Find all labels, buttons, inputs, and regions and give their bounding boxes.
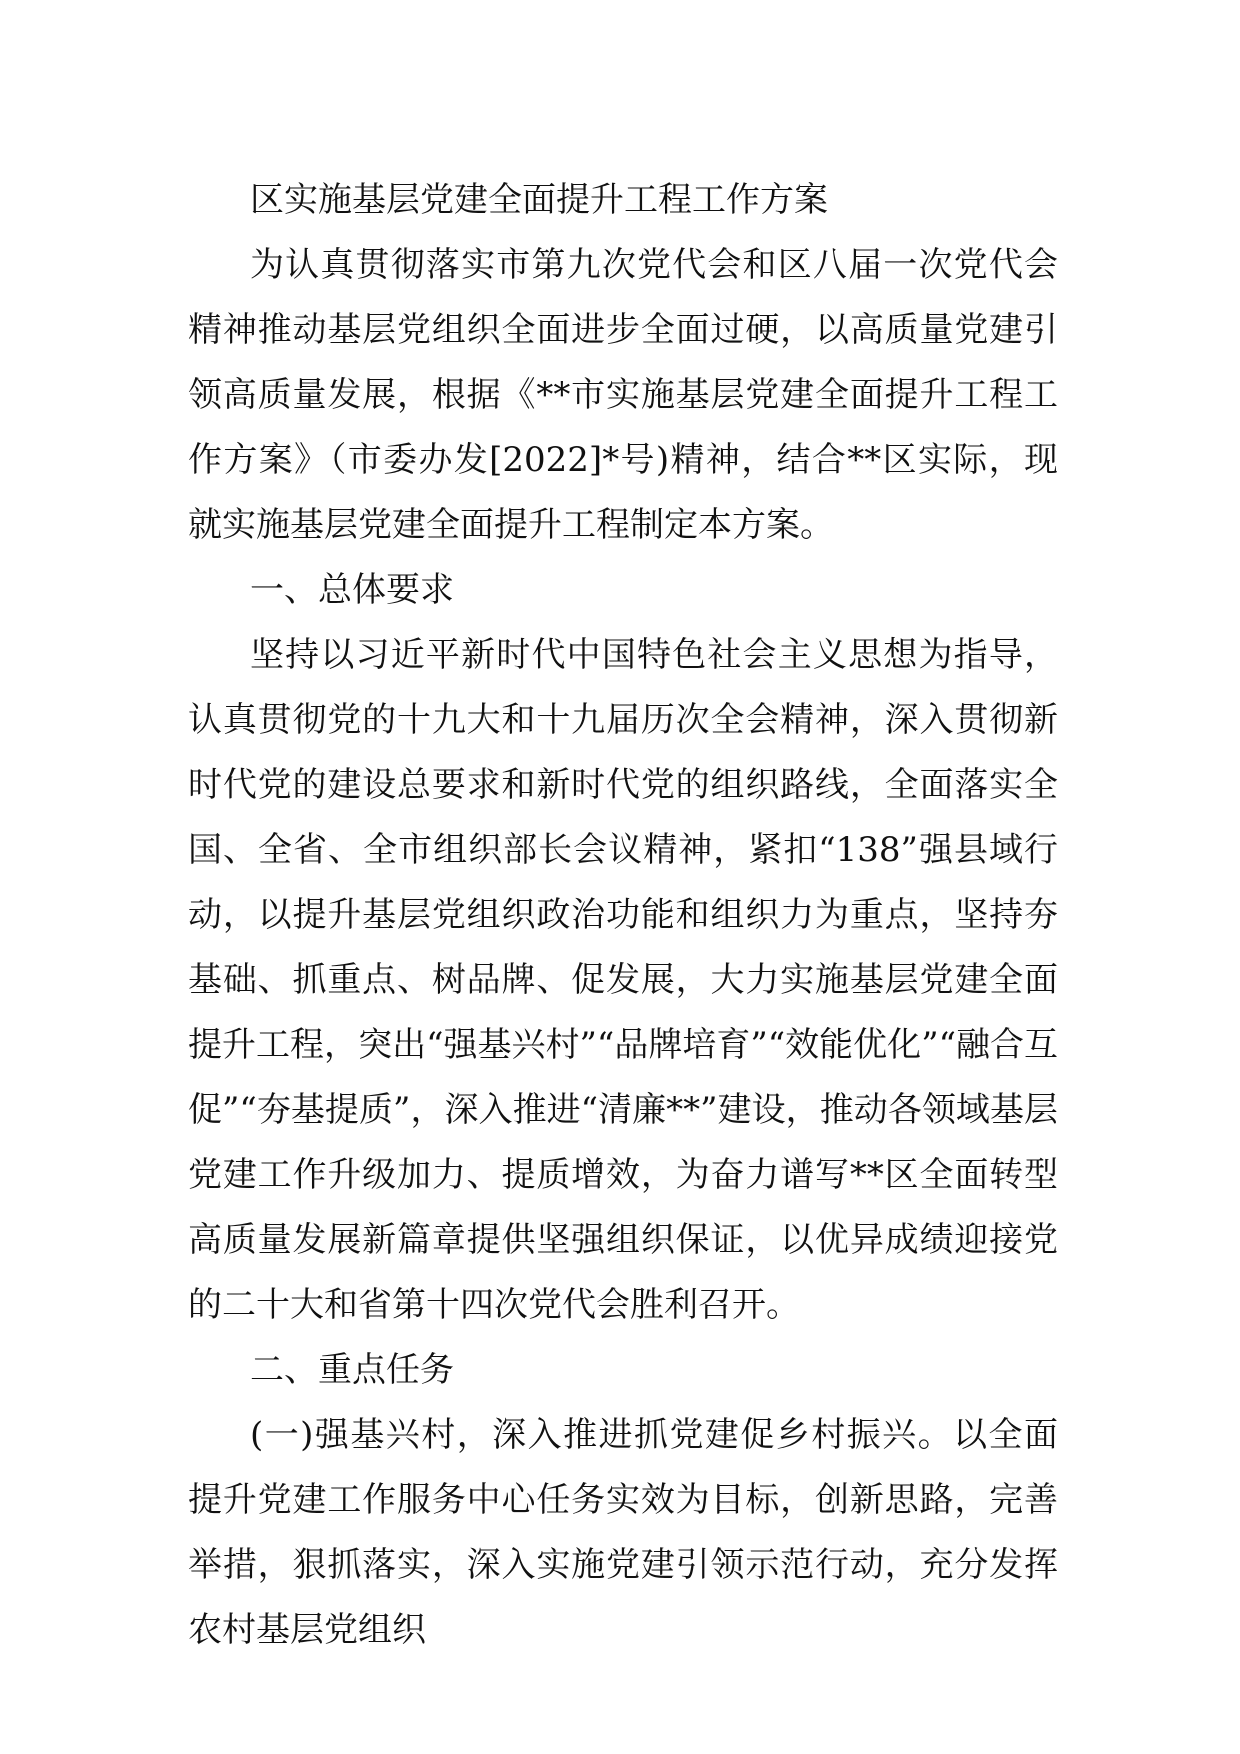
section-heading-key-tasks: 二、重点任务 — [250, 1350, 454, 1390]
intro-paragraph: 为认真贯彻落实市第九次党代会和区八届一次党代会精神推动基层党组织全面进步全面过硬，以高质量党建引领高质量发展，根据《**市实施基层党建全面提升工程工作方案》（市委办发[2022]*号)精神，结合**区实际，现就实施基层党建全面提升工程制定本方案。 — [188, 245, 1058, 545]
section-heading-general-requirements: 一、总体要求 — [250, 570, 454, 610]
key-tasks-paragraph: (一)强基兴村，深入推进抓党建促乡村振兴。以全面提升党建工作服务中心任务实效为目标，创新思路，完善举措，狠抓落实，深入实施党建引领示范行动，充分发挥农村基层党组织 — [188, 1415, 1058, 1650]
document-body — [188, 168, 1058, 1663]
general-requirements-paragraph: 坚持以习近平新时代中国特色社会主义思想为指导，认真贯彻党的十九大和十九届历次全会精神，深入贯彻新时代党的建设总要求和新时代党的组织路线，全面落实全国、全省、全市组织部长会议精神，紧扣“138”强县域行动，以提升基层党组织政治功能和组织力为重点，坚持夯基础、抓重点、树品牌、促发展，大力实施基层党建全面提升工程，突出“强基兴村”“品牌培育”“效能优化”“融合互促”“夯基提质”，深入推进“清廉**”建设，推动各领域基层党建工作升级加力、提质增效，为奋力谱写**区全面转型高质量发展新篇章提供坚强组织保证，以优异成绩迎接党的二十大和省第十四次党代会胜利召开。 — [188, 635, 1058, 1325]
document-title: 区实施基层党建全面提升工程工作方案 — [250, 180, 828, 220]
